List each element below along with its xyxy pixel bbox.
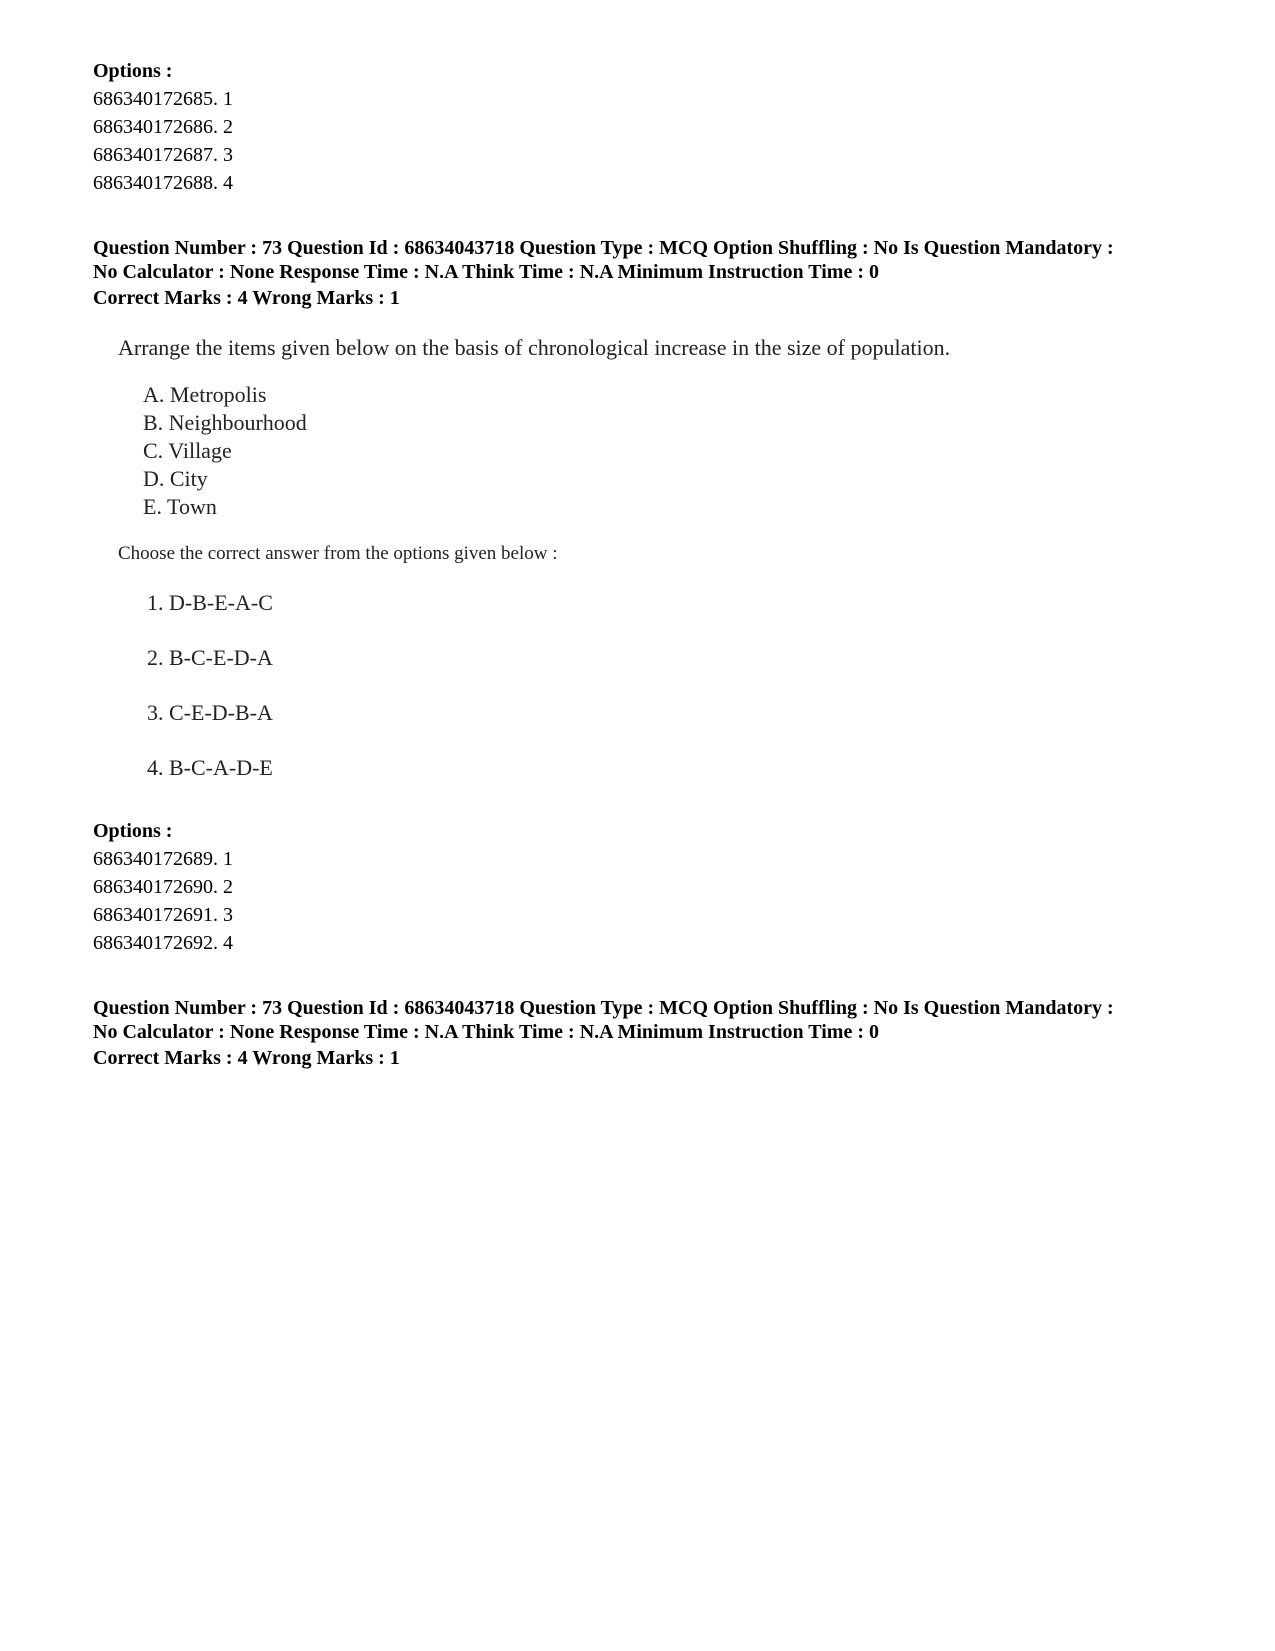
question-marks: Correct Marks : 4 Wrong Marks : 1 bbox=[93, 287, 400, 309]
answer-choice: 4. B-C-A-D-E bbox=[147, 755, 273, 780]
top-options-section bbox=[93, 57, 1213, 197]
question-item: E. Town bbox=[143, 494, 217, 519]
option-item: 686340172692. 4 bbox=[93, 932, 233, 954]
option-item: 686340172686. 2 bbox=[93, 116, 233, 138]
question-item: A. Metropolis bbox=[143, 382, 267, 407]
question-stem: Arrange the items given below on the basis of chronological increase in the size of population. bbox=[118, 335, 951, 360]
options-heading: Options : bbox=[93, 60, 173, 82]
question-item: C. Village bbox=[143, 438, 232, 463]
question-stem-image bbox=[118, 333, 1118, 809]
question-item: D. City bbox=[143, 466, 208, 491]
answer-choice: 1. D-B-E-A-C bbox=[147, 590, 273, 615]
bottom-options-section bbox=[93, 817, 1213, 957]
question-item: B. Neighbourhood bbox=[143, 410, 307, 435]
next-question-meta bbox=[93, 996, 1213, 1072]
answer-choice: 2. B-C-E-D-A bbox=[147, 645, 273, 670]
option-item: 686340172690. 2 bbox=[93, 876, 233, 898]
question-meta bbox=[93, 236, 1213, 312]
option-item: 686340172689. 1 bbox=[93, 848, 233, 870]
option-item: 686340172687. 3 bbox=[93, 144, 233, 166]
option-item: 686340172688. 4 bbox=[93, 172, 233, 194]
options-heading: Options : bbox=[93, 820, 173, 842]
question-meta-line-2: No Calculator : None Response Time : N.A Think Time : N.A Minimum Instruction Time : 0 bbox=[93, 1021, 879, 1043]
question-meta-line-2: No Calculator : None Response Time : N.A Think Time : N.A Minimum Instruction Time : 0 bbox=[93, 261, 879, 283]
choose-instruction: Choose the correct answer from the options given below : bbox=[118, 543, 558, 564]
question-items-list bbox=[143, 381, 1118, 521]
option-item: 686340172691. 3 bbox=[93, 904, 233, 926]
question-meta-line-1: Question Number : 73 Question Id : 68634043718 Question Type : MCQ Option Shuffling : No Is Question Mandatory : bbox=[93, 997, 1114, 1019]
answer-choice: 3. C-E-D-B-A bbox=[147, 700, 273, 725]
answer-choices-list bbox=[147, 589, 1118, 809]
option-item: 686340172685. 1 bbox=[93, 88, 233, 110]
question-marks: Correct Marks : 4 Wrong Marks : 1 bbox=[93, 1047, 400, 1069]
question-meta-line-1: Question Number : 73 Question Id : 68634043718 Question Type : MCQ Option Shuffling : No Is Question Mandatory : bbox=[93, 237, 1114, 259]
